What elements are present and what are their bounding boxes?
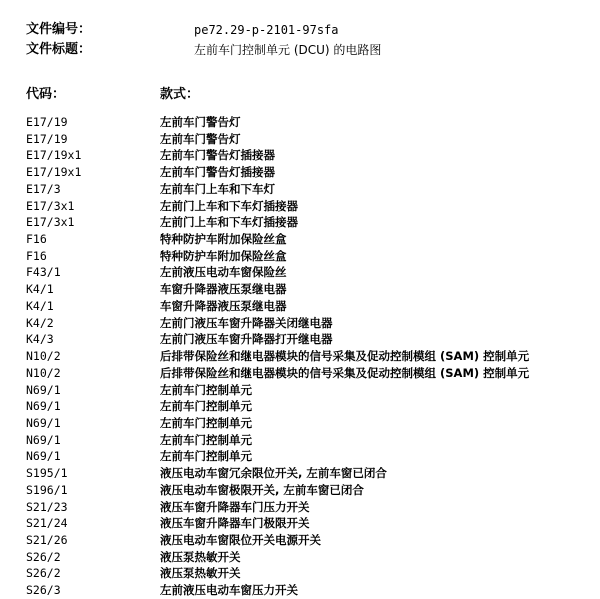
table-row (26, 114, 596, 131)
component-description: 液压泵热敏开关 (160, 566, 241, 581)
component-description: 左前车门警告灯 (160, 131, 241, 146)
table-row (26, 214, 596, 231)
component-code: N69/1 (26, 415, 61, 430)
component-code: N10/2 (26, 349, 61, 364)
component-list (26, 114, 596, 599)
table-row (26, 465, 596, 482)
table-row (26, 398, 596, 415)
table-row (26, 331, 596, 348)
component-code: S21/26 (26, 532, 68, 547)
table-row (26, 164, 596, 181)
component-code: S196/1 (26, 482, 68, 497)
table-row (26, 248, 596, 265)
table-row (26, 348, 596, 365)
component-code: E17/19 (26, 131, 68, 146)
table-header (26, 86, 586, 104)
table-row (26, 181, 596, 198)
component-description: 左前车门控制单元 (160, 432, 252, 447)
file-title-value: 左前车门控制单元 (DCU) 的电路图 (194, 43, 382, 57)
component-code: N10/2 (26, 365, 61, 380)
component-description: 后排带保险丝和继电器模块的信号采集及促动控制模组 (SAM) 控制单元 (160, 349, 530, 364)
component-code: F16 (26, 248, 47, 263)
table-row (26, 131, 596, 148)
table-row (26, 448, 596, 465)
column-header-code: 代码： (26, 87, 66, 102)
table-row (26, 432, 596, 449)
component-code: S21/24 (26, 516, 68, 531)
component-code: E17/19x1 (26, 148, 82, 163)
table-row (26, 298, 596, 315)
table-row (26, 515, 596, 532)
component-description: 左前门液压车窗升降器关闭继电器 (160, 315, 333, 330)
component-code: N69/1 (26, 432, 61, 447)
component-description: 左前车门控制单元 (160, 415, 252, 430)
table-row (26, 365, 596, 382)
table-row (26, 147, 596, 164)
component-code: E17/3x1 (26, 215, 75, 230)
component-code: S21/23 (26, 499, 68, 514)
component-code: N69/1 (26, 399, 61, 414)
component-description: 液压车窗升降器车门极限开关 (160, 516, 310, 531)
table-row (26, 549, 596, 566)
component-code: S26/2 (26, 549, 61, 564)
table-row (26, 482, 596, 499)
component-code: E17/19x1 (26, 165, 82, 180)
file-title-label: 文件标题： (26, 42, 92, 57)
table-row (26, 315, 596, 332)
component-code: F16 (26, 232, 47, 247)
component-code: K4/2 (26, 315, 54, 330)
component-description: 左前车门控制单元 (160, 399, 252, 414)
table-row (26, 264, 596, 281)
component-code: F43/1 (26, 265, 61, 280)
component-description: 后排带保险丝和继电器模块的信号采集及促动控制模组 (SAM) 控制单元 (160, 365, 530, 380)
component-code: E17/3 (26, 181, 61, 196)
component-description: 左前液压电动车窗压力开关 (160, 583, 298, 598)
file-number-label: 文件编号： (26, 22, 92, 37)
component-code: N69/1 (26, 382, 61, 397)
component-code: S26/3 (26, 583, 61, 598)
component-code: K4/1 (26, 298, 54, 313)
table-row (26, 281, 596, 298)
component-description: 左前车门控制单元 (160, 449, 252, 464)
component-description: 液压泵热敏开关 (160, 549, 241, 564)
component-description: 左前门上车和下车灯插接器 (160, 215, 298, 230)
component-code: E17/3x1 (26, 198, 75, 213)
component-description: 左前车门警告灯 (160, 115, 241, 129)
table-row (26, 198, 596, 215)
file-number-value: pe72.29-p-2101-97sfa (194, 23, 339, 37)
component-description: 左前液压电动车窗保险丝 (160, 265, 287, 280)
table-row (26, 565, 596, 582)
component-description: 左前车门警告灯插接器 (160, 148, 275, 163)
component-description: 特种防护车附加保险丝盒 (160, 232, 287, 247)
component-description: 液压车窗升降器车门压力开关 (160, 499, 310, 514)
component-code: E17/19 (26, 115, 68, 129)
component-description: 左前车门控制单元 (160, 382, 252, 397)
component-code: N69/1 (26, 449, 61, 464)
component-description: 车窗升降器液压泵继电器 (160, 282, 287, 297)
component-code: K4/3 (26, 332, 54, 347)
component-description: 液压电动车窗限位开关电源开关 (160, 532, 321, 547)
component-description: 左前车门上车和下车灯 (160, 181, 275, 196)
table-row (26, 499, 596, 516)
component-description: 左前门上车和下车灯插接器 (160, 198, 298, 213)
table-row (26, 231, 596, 248)
table-row (26, 415, 596, 432)
component-code: K4/1 (26, 282, 54, 297)
component-description: 特种防护车附加保险丝盒 (160, 248, 287, 263)
table-row (26, 382, 596, 399)
component-description: 液压电动车窗极限开关, 左前车窗已闭合 (160, 482, 364, 497)
component-code: S195/1 (26, 466, 68, 481)
component-description: 左前门液压车窗升降器打开继电器 (160, 332, 333, 347)
column-header-model: 款式： (160, 87, 200, 102)
component-description: 车窗升降器液压泵继电器 (160, 298, 287, 313)
component-description: 左前车门警告灯插接器 (160, 165, 275, 180)
table-row (26, 582, 596, 599)
table-row (26, 532, 596, 549)
component-code: S26/2 (26, 566, 61, 581)
component-description: 液压电动车窗冗余限位开关, 左前车窗已闭合 (160, 466, 387, 481)
